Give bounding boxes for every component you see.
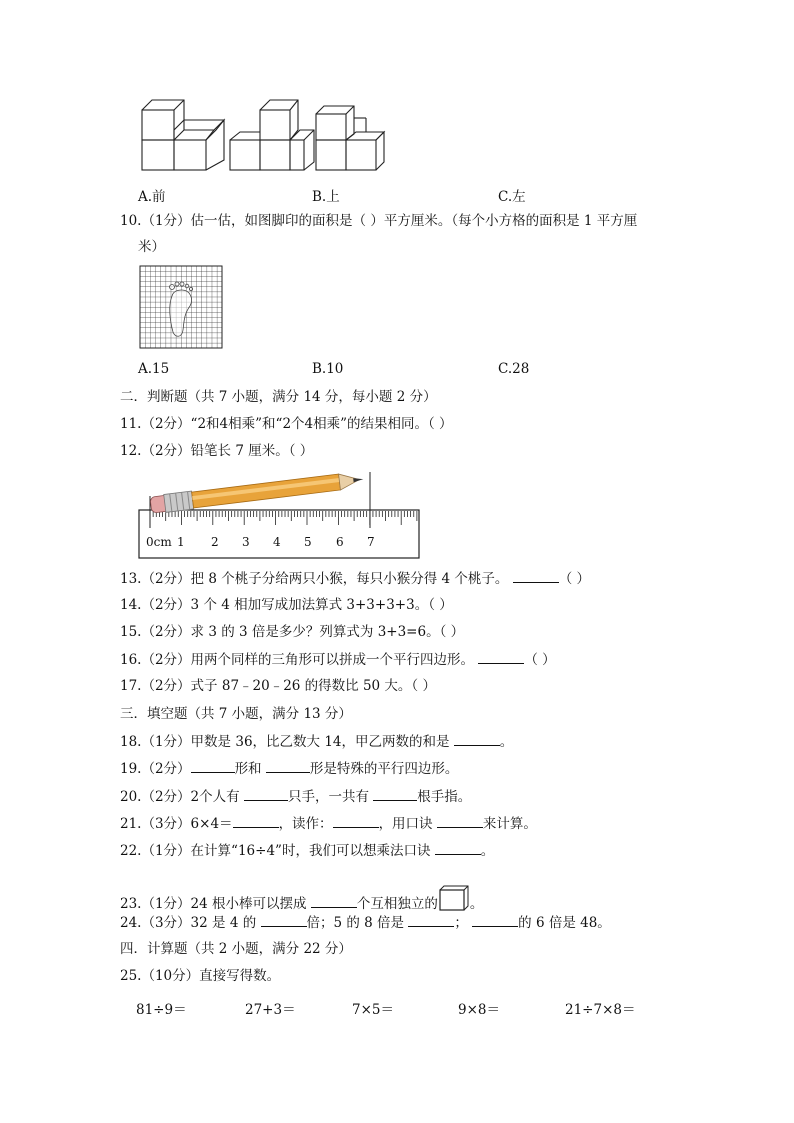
question-16: 16.（2分）用两个同样的三角形可以拼成一个平行四边形。 （ ）: [120, 649, 556, 670]
pencil-icon: [150, 470, 365, 514]
answer-blank[interactable]: [513, 568, 559, 583]
answer-blank[interactable]: [435, 840, 481, 855]
question-21: 21.（3分）6×4＝ ，读作： ，用口诀 来计算。: [120, 813, 537, 834]
section-heading: 二．判断题（共 7 小题，满分 14 分，每小题 2 分）: [120, 389, 437, 405]
answer-blank[interactable]: [408, 912, 454, 927]
question-14: 14.（2分）3 个 4 相加写成加法算式 3+3+3+3。（ ）: [120, 597, 453, 613]
question-15: 15.（2分）求 3 的 3 倍是多少？列算式为 3+3=6。（ ）: [120, 624, 465, 640]
option-c[interactable]: C.左: [498, 189, 526, 205]
answer-blank[interactable]: [437, 813, 483, 828]
ruler-label: 6: [336, 535, 344, 549]
ruler-label: 5: [304, 535, 312, 549]
question-18: 18.（1分）甲数是 36，比乙数大 14，甲乙两数的和是 。: [120, 731, 513, 752]
answer-blank[interactable]: [454, 731, 500, 746]
option-b[interactable]: B.上: [312, 189, 340, 205]
answer-blank[interactable]: [478, 649, 524, 664]
calc-item: 21÷7×8＝: [565, 1002, 636, 1018]
option-text: 前: [152, 189, 166, 205]
option-a[interactable]: A.前: [138, 189, 166, 205]
calc-item: 7×5＝: [352, 1002, 394, 1018]
answer-blank[interactable]: [311, 893, 357, 908]
question-10: 10.（1分）估一估，如图脚印的面积是（ ）平方厘米。（每个小方格的面积是 1 平方厘: [120, 213, 638, 229]
answer-blank[interactable]: [233, 813, 279, 828]
question-11: 11.（2分）“2和4相乘”和“2个4相乘”的结果相同。（ ）: [120, 416, 453, 432]
question-22: 22.（1分）在计算“16÷4”时，我们可以想乘法口诀 。: [120, 840, 494, 861]
ruler-unit-label: 0cm: [146, 535, 172, 549]
question-19: 19.（2分） 形和 形是特殊的平行四边形。: [120, 758, 458, 779]
answer-blank[interactable]: [472, 912, 518, 927]
option-text: 左: [512, 189, 526, 205]
question-17: 17.（2分）式子 87﹣20﹣26 的得数比 50 大。（ ）: [120, 678, 436, 694]
ruler-label: 3: [242, 535, 250, 549]
answer-blank[interactable]: [261, 912, 307, 927]
question-25: 25.（10分）直接写得数。: [120, 968, 281, 984]
answer-blank[interactable]: [333, 813, 379, 828]
calc-item: 81÷9＝: [136, 1002, 187, 1018]
option-c[interactable]: C.28: [498, 361, 530, 377]
answer-blank[interactable]: [244, 786, 288, 801]
answer-blank[interactable]: [266, 758, 310, 773]
question-10-cont: 米）: [138, 239, 165, 255]
cube-figure: [138, 98, 388, 176]
ruler-label: 4: [273, 535, 281, 549]
section-heading: 三．填空题（共 7 小题，满分 13 分）: [120, 706, 352, 722]
question-23: 23.（1分）24 根小棒可以摆成 个互相独立的 。: [120, 884, 483, 914]
answer-blank[interactable]: [373, 786, 417, 801]
option-b[interactable]: B.10: [312, 361, 344, 377]
section-heading: 四．计算题（共 2 小题，满分 22 分）: [120, 941, 352, 957]
option-text: 上: [326, 189, 340, 205]
calc-item: 9×8＝: [458, 1002, 500, 1018]
option-a[interactable]: A.15: [138, 361, 170, 377]
footprint-grid: [140, 266, 222, 348]
ruler-label: 1: [177, 535, 185, 549]
calc-item: 27+3＝: [245, 1002, 296, 1018]
question-13: 13.（2分）把 8 个桃子分给两只小猴，每只小猴分得 4 个桃子。 （ ）: [120, 568, 590, 589]
answer-blank[interactable]: [191, 758, 235, 773]
question-12: 12.（2分）铅笔长 7 厘米。（ ）: [120, 443, 314, 459]
ruler-label: 7: [367, 535, 375, 549]
question-24: 24.（3分）32 是 4 的 倍；5 的 8 倍是 ； 的 6 倍是 48。: [120, 912, 611, 933]
square-icon: [438, 884, 470, 912]
ruler-label: 2: [211, 535, 219, 549]
question-20: 20.（2分）2个人有 只手，一共有 根手指。: [120, 786, 471, 807]
